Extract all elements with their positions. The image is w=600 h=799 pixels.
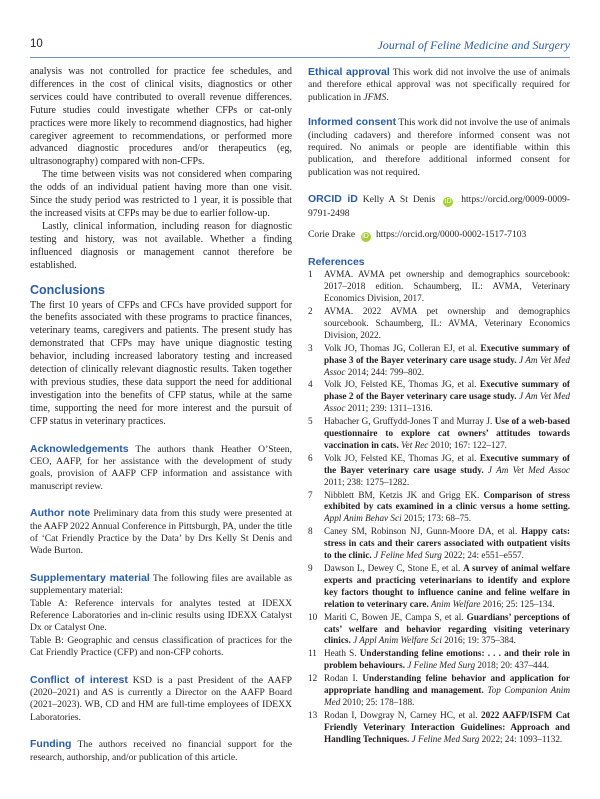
reference-number: 9 bbox=[308, 563, 313, 573]
reference-title: Happy cats: stress in cats and their carers associated with outpatient visits to the clinic. bbox=[324, 526, 571, 561]
reference-number: 1 bbox=[308, 269, 313, 280]
page-header bbox=[30, 38, 570, 56]
reference-details: 2010; 167: 122–127. bbox=[428, 439, 507, 450]
reference-item bbox=[308, 490, 570, 526]
reference-authors: Mariti C, Bowen JE, Campa S, et al. bbox=[324, 611, 467, 622]
reference-journal: J Feline Med Surg bbox=[371, 550, 442, 561]
reference-authors: Habacher G, Gruffydd-Jones T and Murray J. bbox=[324, 416, 495, 427]
supplementary-section bbox=[30, 572, 292, 660]
reference-item bbox=[308, 710, 570, 746]
reference-details: 2015; 173: 68–75. bbox=[401, 513, 472, 524]
reference-journal: J Feline Med Surg bbox=[405, 660, 476, 671]
conflict-section bbox=[30, 674, 292, 725]
orcid-link[interactable]: https://orcid.org/0009-0009-9791-2498 bbox=[308, 194, 571, 220]
reference-journal: Top Companion Anim Med bbox=[324, 685, 570, 707]
funding-text: The authors received no financial support for the research, authorship, and/or publication of this article. bbox=[30, 739, 292, 763]
reference-authors: Nibblett BM, Ketzis JK and Grigg EK. bbox=[324, 489, 484, 500]
reference-item bbox=[308, 526, 570, 562]
orcid-name: Kelly A St Denis bbox=[362, 194, 436, 206]
reference-authors: AVMA. AVMA pet ownership and demographics sourcebook: 2017–2018 edition. Schaumberg, IL: AVMA, Veterinary Economics Division, 2017. bbox=[324, 269, 570, 304]
orcid-icon[interactable]: iD bbox=[362, 233, 369, 241]
consent-text: This work did not involve the use of animals (including cadavers) and therefore informed consent was not required. No animals or people are identifiable within this publication, and therefore additional informed consent for publication was not required. bbox=[308, 117, 570, 178]
reference-details: 2022; 24: e551–e557. bbox=[441, 550, 524, 561]
reference-title: A survey of animal welfare experts and practicing veterinarians to identify and explore key factors thought to influence canine and feline welfare in relation to veterinary care. bbox=[324, 563, 571, 609]
reference-title: Executive summary of the Bayer veterinary care usage study. bbox=[324, 452, 570, 475]
reference-item bbox=[308, 269, 570, 305]
reference-number: 4 bbox=[308, 379, 313, 390]
body-paragraph: The time between visits was not considered when comparing the odds of an individual patient having more than one visit. Since the study period was restricted to 1 year, it is possible that the increased visits at CFPs may be due to earlier follow-up. bbox=[30, 169, 292, 219]
ethical-journal: JFMS bbox=[363, 91, 387, 103]
reference-journal: Vet Rec bbox=[398, 439, 429, 450]
reference-authors: Volk JO, Thomas JG, Colleran EJ, et al. bbox=[324, 342, 481, 353]
supplementary-table-b: Table B: Geographic and census classification of practices for the Cat Friendly Practice (CFP) and non-CFP cohorts. bbox=[30, 634, 292, 659]
conflict-heading: Conflict of interest bbox=[30, 673, 128, 686]
reference-number: 2 bbox=[308, 305, 313, 316]
orcid-heading: ORCID iD bbox=[308, 193, 358, 206]
reference-journal: J Appl Anim Welfare Sci bbox=[350, 635, 442, 646]
conflict-text: KSD is a past President of the AAFP (2020–2021) and AS is currently a Director on the AAFP Board (2021–2023). WB, CD and HM are full-time employees of IDEXX Laboratories. bbox=[30, 674, 292, 723]
reference-details: 2016; 25: 125–134. bbox=[480, 598, 555, 609]
reference-item bbox=[308, 343, 570, 379]
reference-item bbox=[308, 563, 570, 611]
reference-authors: Volk JO, Felsted KE, Thomas JG, et al. bbox=[324, 379, 480, 390]
reference-authors: Heath S. bbox=[324, 648, 360, 659]
reference-title: 2022 AAFP/ISFM Cat Friendly Veterinary Interaction Guidelines: Approach and Handling Techniques. bbox=[324, 709, 570, 744]
right-column bbox=[308, 66, 570, 747]
reference-title: Executive summary of phase 3 of the Bayer veterinary care usage study. bbox=[324, 342, 570, 365]
reference-item bbox=[308, 673, 570, 709]
orcid-icon[interactable]: iD bbox=[444, 198, 452, 206]
funding-heading: Funding bbox=[30, 738, 72, 751]
supplementary-table-a: Table A: Reference intervals for analytes tested at IDEXX Reference Laboratories and in-clinic results using IDEXX Catalyst Dx or Catalyst One. bbox=[30, 597, 292, 634]
reference-item bbox=[308, 416, 570, 452]
reference-number: 11 bbox=[308, 648, 317, 659]
reference-number: 12 bbox=[308, 673, 318, 684]
reference-number: 8 bbox=[308, 526, 313, 537]
left-column bbox=[30, 66, 292, 764]
reference-title: Executive summary of phase 2 of the Bayer veterinary care usage study. bbox=[324, 379, 570, 402]
orcid-section bbox=[308, 193, 570, 242]
reference-title: Understanding feline behavior and application for appropriate handling and management. bbox=[324, 673, 571, 696]
consent-heading: Informed consent bbox=[308, 116, 397, 129]
reference-details: 2022; 24: 1093–1132. bbox=[479, 733, 563, 744]
reference-item bbox=[308, 648, 570, 672]
reference-number: 5 bbox=[308, 416, 313, 427]
reference-number: 6 bbox=[308, 452, 313, 463]
reference-details: 2018; 20: 437–444. bbox=[475, 660, 550, 671]
reference-journal: Appl Anim Behav Sci bbox=[324, 513, 402, 524]
acknowledgements-heading: Acknowledgements bbox=[30, 442, 129, 455]
reference-number: 7 bbox=[308, 489, 313, 500]
reference-number: 13 bbox=[308, 709, 318, 720]
reference-title: Use of a web-based questionnaire to explore cat owners’ attitudes towards vaccination in cats. bbox=[324, 416, 570, 450]
reference-details: 2011; 239: 1311–1316. bbox=[345, 403, 433, 414]
consent-section bbox=[308, 116, 570, 179]
references-heading: References bbox=[308, 256, 365, 269]
author-note-section bbox=[30, 507, 292, 558]
ethical-heading: Ethical approval bbox=[308, 66, 390, 78]
ethical-text-end: . bbox=[386, 91, 389, 103]
body-paragraph: analysis was not controlled for practice fee schedules, and differences in the cost of clinical visits, diagnostics or other services could have contributed to overall revenue differences. Future studies could investigate whether CFPs or cat-only practices were more likely to recommend diagnostics, had higher caregiver agreement to recommendations, or performed more advanced diagnostic procedures and/or therapeutics (eg, ultrasonography) compared with non-CFPs. bbox=[30, 66, 292, 168]
page-number: 10 bbox=[30, 38, 43, 50]
funding-section bbox=[30, 738, 292, 764]
reference-details: 2016; 19: 375–384. bbox=[441, 635, 516, 646]
supplementary-heading: Supplementary material bbox=[30, 571, 150, 584]
ethical-section bbox=[308, 66, 570, 104]
orcid-name: Corie Drake bbox=[308, 229, 356, 241]
reference-journal: J Am Vet Med Assoc bbox=[483, 464, 570, 475]
supplementary-intro: The following files are available as supplementary material: bbox=[30, 572, 293, 597]
reference-authors: Volk JO, Felsted KE, Thomas JG, et al. bbox=[324, 452, 480, 463]
journal-title: Journal of Feline Medicine and Surgery bbox=[377, 38, 570, 52]
author-note-text: Preliminary data from this study were presented at the AAFP 2022 Annual Conference in Pittsburgh, PA, under the title of ‘Cat Friendly Practice by the Data’ by Drs Kelly St Denis and Wade Burton. bbox=[30, 508, 292, 557]
reference-number: 10 bbox=[308, 611, 318, 622]
reference-details: 2011; 238: 1275–1282. bbox=[324, 476, 410, 487]
acknowledgements-text: The authors thank Heather O’Steen, CEO, AAFP, for her assistance with the development of study goals, provision of AAFP CFP information and assistance with manuscript review. bbox=[30, 443, 292, 492]
reference-authors: AVMA. 2022 AVMA pet ownership and demographics sourcebook. Schaumberg, IL: AVMA, Veterinary Economics Division, 2022. bbox=[324, 305, 570, 340]
reference-authors: Dawson L, Dewey C, Stone E, et al. bbox=[324, 563, 464, 573]
reference-title: Guardians’ perceptions of cats’ welfare and behavior regarding visiting veterinary clinics. bbox=[324, 611, 571, 646]
references-list bbox=[308, 269, 570, 745]
orcid-entry bbox=[308, 228, 570, 242]
reference-title: Comparison of stress exhibited by cats examined in a clinic versus a home setting. bbox=[324, 489, 570, 512]
orcid-link[interactable]: https://orcid.org/0000-0002-1517-7103 bbox=[375, 229, 527, 241]
reference-authors: Rodan I. bbox=[324, 673, 363, 684]
reference-journal: J Feline Med Surg bbox=[409, 733, 480, 744]
body-paragraph: Lastly, clinical information, including reason for diagnostic testing and history, was not available. Whether a finding influenced diagnosis or management cannot therefore be established. bbox=[30, 220, 292, 271]
reference-journal: J Am Vet Med Assoc bbox=[324, 354, 570, 377]
ethical-text: This work did not involve the use of animals and therefore ethical approval was not specifically required for publication in bbox=[308, 67, 570, 103]
reference-item bbox=[308, 612, 570, 648]
reference-item bbox=[308, 453, 570, 489]
author-note-heading: Author note bbox=[30, 507, 91, 520]
reference-details: 2010; 25: 178–188. bbox=[340, 696, 415, 707]
reference-journal: J Am Vet Med Assoc bbox=[324, 391, 570, 414]
reference-details: 2014; 244: 799–802. bbox=[345, 366, 425, 377]
reference-authors: Caney SM, Robinson NJ, Gunn-Moore DA, et al. bbox=[324, 526, 522, 537]
conclusions-heading: Conclusions bbox=[30, 282, 106, 297]
reference-item bbox=[308, 306, 570, 342]
reference-number: 3 bbox=[308, 342, 313, 353]
acknowledgements-section bbox=[30, 443, 292, 494]
reference-title: Understanding feline emotions: . . . and their role in problem behaviours. bbox=[324, 648, 571, 671]
header-rule bbox=[30, 57, 570, 58]
conclusions-text: The first 10 years of CFPs and CFCs have provided support for the benefits associated with these programs to practice finances, veterinary teams, caregivers and patients. The present study has demonstrated that CFPs may have unique diagnostic testing behavior, including increased laboratory testing and increased detection of clinically relevant diagnostic results. Taken together with previous studies, these data support the need for additional investigation into the benefits of CFP status, while at the same time, supporting the need for more interest and the pursuit of CFP status in veterinary practices. bbox=[30, 299, 292, 427]
reference-journal: Anim Welfare bbox=[428, 598, 481, 609]
reference-item bbox=[308, 379, 570, 415]
reference-authors: Rodan I, Dowgray N, Carney HC, et al. bbox=[324, 709, 481, 720]
